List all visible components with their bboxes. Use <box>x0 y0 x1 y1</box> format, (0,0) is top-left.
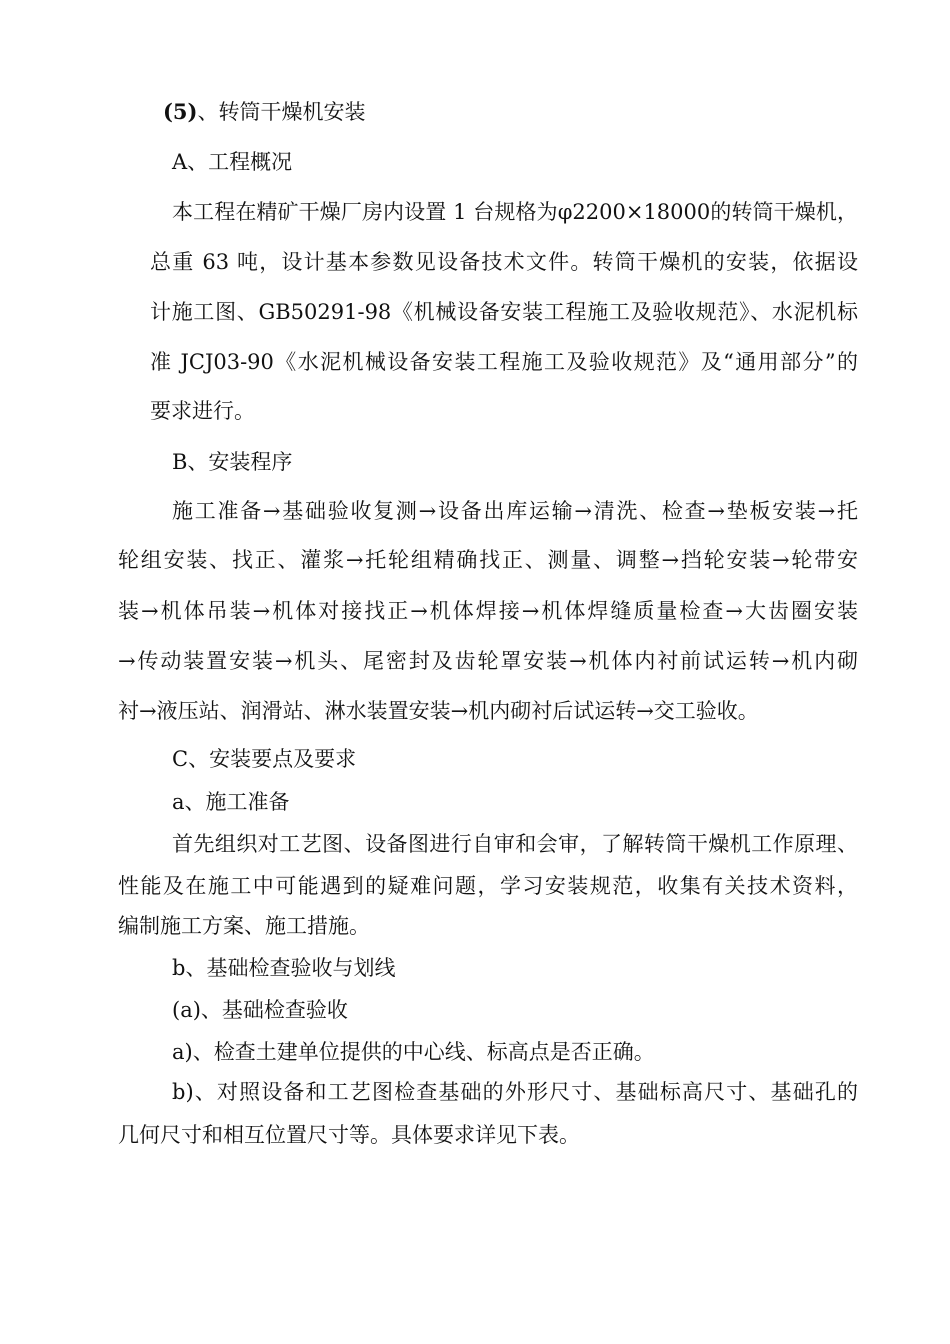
heading-overview: A、工程概况 <box>172 150 293 174</box>
overview-line-3: 计施工图、GB50291-98《机械设备安装工程施工及验收规范》、水泥机标 <box>150 300 858 324</box>
overview-line-4: 准 JCJ03-90《水泥机械设备安装工程施工及验收规范》及“通用部分”的 <box>150 350 858 374</box>
subheading-foundation-inspection: (a)、基础检查验收 <box>172 998 348 1022</box>
procedure-line-3: 装→机体吊装→机体对接找正→机体焊接→机体焊缝质量检查→大齿圈安装 <box>118 599 858 623</box>
heading-procedure: B、安装程序 <box>172 450 293 474</box>
heading-requirements: C、安装要点及要求 <box>172 747 357 771</box>
preparation-line-2: 性能及在施工中可能遇到的疑难问题，学习安装规范，收集有关技术资料， <box>118 874 858 898</box>
preparation-line-1: 首先组织对工艺图、设备图进行自审和会审，了解转筒干燥机工作原理、 <box>172 832 858 856</box>
section-title: 、转筒干燥机安装 <box>197 100 366 124</box>
foundation-item-b-line-1: b)、对照设备和工艺图检查基础的外形尺寸、基础标高尺寸、基础孔的 <box>172 1080 858 1104</box>
section-heading <box>163 98 365 126</box>
procedure-line-2: 轮组安装、找正、灌浆→托轮组精确找正、测量、调整→挡轮安装→轮带安 <box>118 548 858 572</box>
procedure-line-5: 衬→液压站、润滑站、淋水装置安装→机内砌衬后试运转→交工验收。 <box>118 699 759 723</box>
overview-line-5: 要求进行。 <box>150 399 255 423</box>
heading-foundation: b、基础检查验收与划线 <box>172 956 396 980</box>
preparation-line-3: 编制施工方案、施工措施。 <box>118 914 370 938</box>
section-number: (5) <box>163 99 198 124</box>
procedure-line-1: 施工准备→基础验收复测→设备出库运输→清洗、检查→垫板安装→托 <box>172 499 858 523</box>
procedure-line-4: →传动装置安装→机头、尾密封及齿轮罩安装→机体内衬前试运转→机内砌 <box>118 649 858 673</box>
heading-preparation: a、施工准备 <box>172 790 290 814</box>
overview-line-1: 本工程在精矿干燥厂房内设置 1 台规格为φ2200×18000的转筒干燥机， <box>172 200 858 224</box>
foundation-item-a: a)、检查土建单位提供的中心线、标高点是否正确。 <box>172 1040 655 1064</box>
overview-line-2: 总重 63 吨，设计基本参数见设备技术文件。转筒干燥机的安装，依据设 <box>150 250 858 274</box>
foundation-item-b-line-2: 几何尺寸和相互位置尺寸等。具体要求详见下表。 <box>118 1123 580 1147</box>
